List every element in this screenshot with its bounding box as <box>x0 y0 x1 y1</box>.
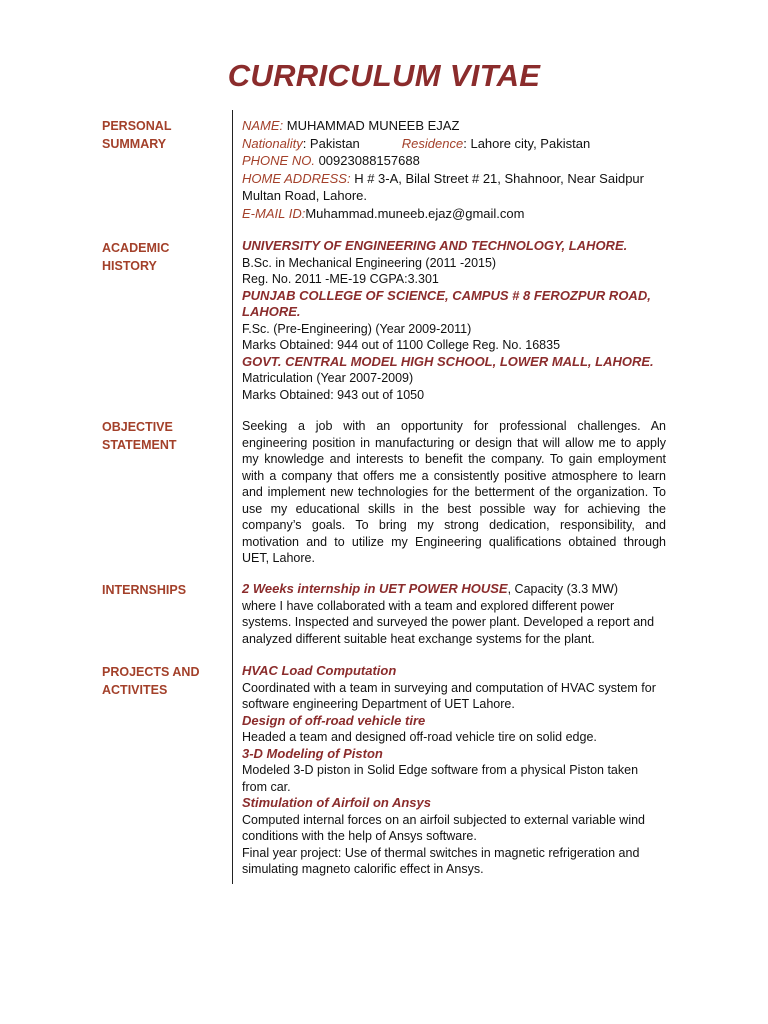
section-label-personal: PERSONAL SUMMARY <box>102 119 172 151</box>
project-title: 3-D Modeling of Piston <box>242 745 383 761</box>
address-line: HOME ADDRESS: H # 3-A, Bilal Street # 21, Shahnoor, Near Saidpur Multan Road, Lahore. <box>242 170 644 204</box>
email-line: E-MAIL ID:Muhammad.muneeb.ejaz@gmail.com <box>242 205 525 221</box>
project-text: Headed a team and designed off-road vehicle tire on solid edge. <box>242 730 597 744</box>
institution-uet: UNIVERSITY OF ENGINEERING AND TECHNOLOGY, LAHORE. <box>242 238 628 253</box>
name-line: NAME: MUHAMMAD MUNEEB EJAZ <box>242 118 460 133</box>
nationality-line: Nationality: Pakistan Residence: Lahore city, Pakistan <box>242 135 591 151</box>
project-title: Design of off-road vehicle tire <box>242 712 426 728</box>
projects-list <box>242 663 666 878</box>
institution-govt-school: GOVT. CENTRAL MODEL HIGH SCHOOL, LOWER MALL, LAHORE. <box>242 353 654 369</box>
project-text: Computed internal forces on an airfoil subjected to external variable wind conditions with the help of Ansys software. <box>242 812 646 843</box>
vertical-divider <box>232 110 233 884</box>
page-title: CURRICULUM VITAE <box>227 58 541 93</box>
internship-heading: 2 Weeks internship in UET POWER HOUSE <box>242 581 508 596</box>
final-year-project: Final year project: Use of thermal switches in magnetic refrigeration and simulating magneto calorific effect in Ansys. <box>242 845 640 876</box>
section-label-objective: OBJECTIVE STATEMENT <box>102 420 177 452</box>
project-title: Stimulation of Airfoil on Ansys <box>242 795 431 810</box>
internships-text: 2 Weeks internship in UET POWER HOUSE, Capacity (3.3 MW) where I have collaborated with a team and explored different power systems. Inspected and surveyed the power plant. Developed a report and analyzed different suitable heat exchange systems for the plant. <box>242 581 655 646</box>
project-text: Coordinated with a team in surveying and computation of HVAC system for software engineering Department of UET Lahore. <box>242 680 656 711</box>
section-label-academic: ACADEMIC HISTORY <box>102 241 170 273</box>
section-label-projects: PROJECTS AND ACTIVITES <box>102 665 200 697</box>
section-label-internships: INTERNSHIPS <box>102 583 187 597</box>
phone-line: PHONE NO. 00923088157688 <box>242 153 420 169</box>
project-text: Modeled 3-D piston in Solid Edge software from a physical Piston taken from car. <box>242 763 639 794</box>
academic-history: UNIVERSITY OF ENGINEERING AND TECHNOLOGY, LAHORE. B.Sc. in Mechanical Engineering (2011 -2015) Reg. No. 2011 -ME-19 CGPA:3.301 PUNJAB COLLEGE OF SCIENCE, CAMPUS # 8 FEROZPUR ROAD, LAHORE. F.Sc. (Pre-Engineering) (Year 2009-2011) Marks Obtained: 944 out of 1100 College Reg. No. 16835 GOVT. CENTRAL MODEL HIGH SCHOOL, LOWER MALL, LAHORE. Matriculation (Year 2007-2009) Marks Obtained: 943 out of 1050 <box>242 238 666 403</box>
personal-summary <box>242 117 666 223</box>
objective-text: Seeking a job with an opportunity for professional challenges. An engineering position in manufacturing or design that will allow me to apply my knowledge and interests to benefit the company. To gain employment with a company that offers me a consistently positive atmosphere to learn and implement new technologies for the betterment of the organization. To use my educational skills in the best possible way for achieving the company’s goals. To bring my strong dedication, responsibility, and motivation and to utilize my Engineering qualifications obtained through UET, Lahore. <box>242 419 666 565</box>
institution-punjab-college: PUNJAB COLLEGE OF SCIENCE, CAMPUS # 8 FEROZPUR ROAD, LAHORE. <box>242 287 651 319</box>
project-title: HVAC Load Computation <box>242 663 397 678</box>
